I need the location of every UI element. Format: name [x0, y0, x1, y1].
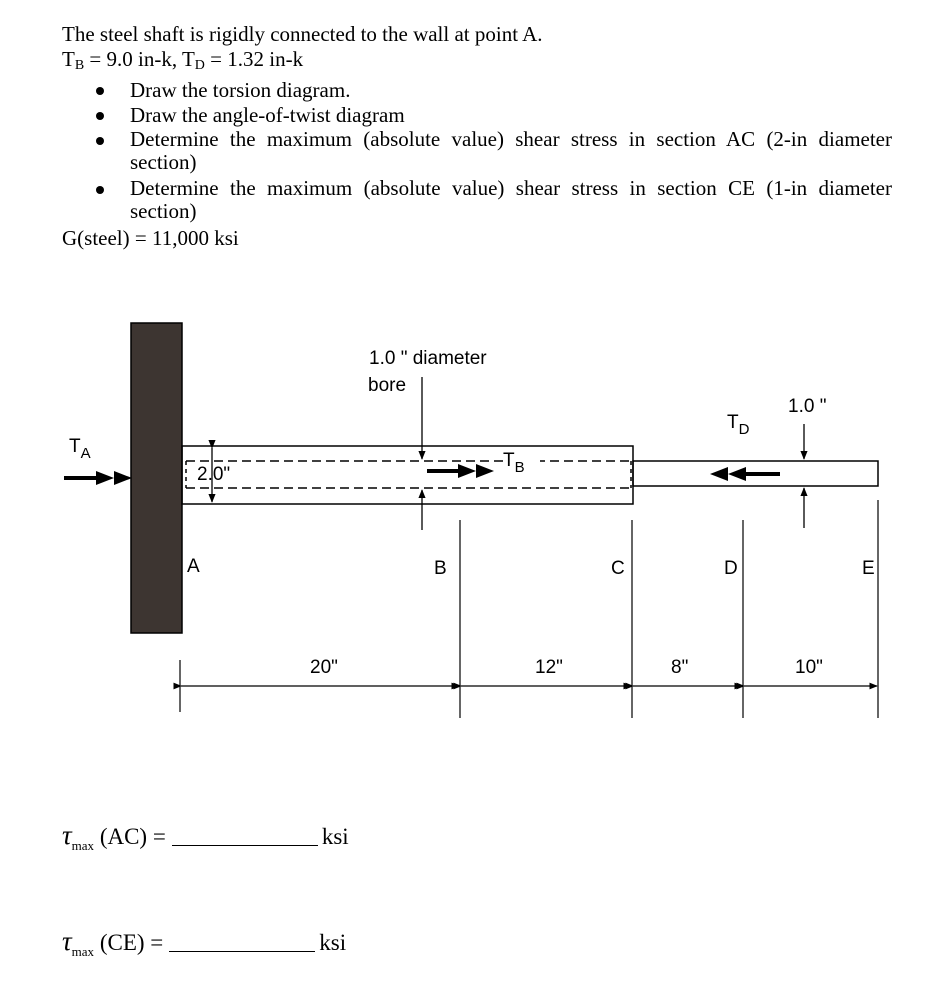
tb-symbol: T	[62, 47, 75, 71]
answer-ac-label: (AC) =	[94, 824, 166, 849]
point-b-label: B	[434, 558, 447, 579]
tb-value: = 9.0 in-k, T	[84, 47, 195, 71]
torque-b-label: $T_B$	[503, 450, 525, 476]
task-item: Determine the maximum (absolute value) shear stress in section CE (1-in diameter section)	[62, 177, 892, 223]
point-e-label: E	[862, 558, 875, 579]
point-a-label: A	[187, 556, 200, 577]
answer-ce-unit: ksi	[319, 930, 347, 955]
task-item: Draw the torsion diagram.	[62, 78, 892, 103]
task-item: Determine the maximum (absolute value) shear stress in section AC (2-in diameter section)	[62, 128, 892, 174]
td-value: = 1.32 in-k	[204, 47, 304, 71]
torque-b-arrow	[427, 464, 494, 478]
dim-bc-label: 12"	[535, 657, 563, 678]
answer-ce-label: (CE) =	[94, 930, 164, 955]
dim-ab-label: 20"	[310, 657, 338, 678]
td-subscript: D	[194, 58, 205, 73]
diameter-large-label: 2.0"	[197, 464, 231, 485]
dim-de-label: 10"	[795, 657, 823, 678]
tau-symbol: τ	[62, 820, 72, 850]
answer-ce-blank[interactable]	[169, 933, 315, 952]
shaft-section-ac	[182, 446, 633, 504]
torque-a-arrow	[64, 471, 132, 485]
bore-label-line2: bore	[368, 375, 407, 396]
answer-ac	[62, 820, 349, 854]
max-subscript: max	[71, 838, 95, 853]
wall	[131, 323, 182, 633]
answer-ce	[62, 926, 346, 960]
statement-line: The steel shaft is rigidly connected to the wall at point A.	[62, 22, 543, 46]
torque-a-label: $T_A$	[69, 436, 91, 462]
max-subscript: max	[71, 944, 95, 959]
task-item: Draw the angle-of-twist diagram	[62, 103, 892, 128]
point-d-label: D	[724, 558, 738, 579]
torque-d-label: $T_D$	[727, 412, 750, 438]
modulus-line: G(steel) = 11,000 ksi	[62, 226, 239, 250]
tau-symbol: τ	[62, 926, 72, 956]
dim-cd-label: 8"	[671, 657, 689, 678]
diameter-small-label: 1.0 "	[788, 396, 827, 417]
point-c-label: C	[611, 558, 625, 579]
tb-subscript: B	[74, 58, 85, 73]
answer-ac-unit: ksi	[321, 824, 349, 849]
answer-ac-blank[interactable]	[172, 827, 318, 846]
bore-label-line1: 1.0 " diameter	[369, 348, 487, 369]
torque-d-arrow	[710, 467, 780, 481]
